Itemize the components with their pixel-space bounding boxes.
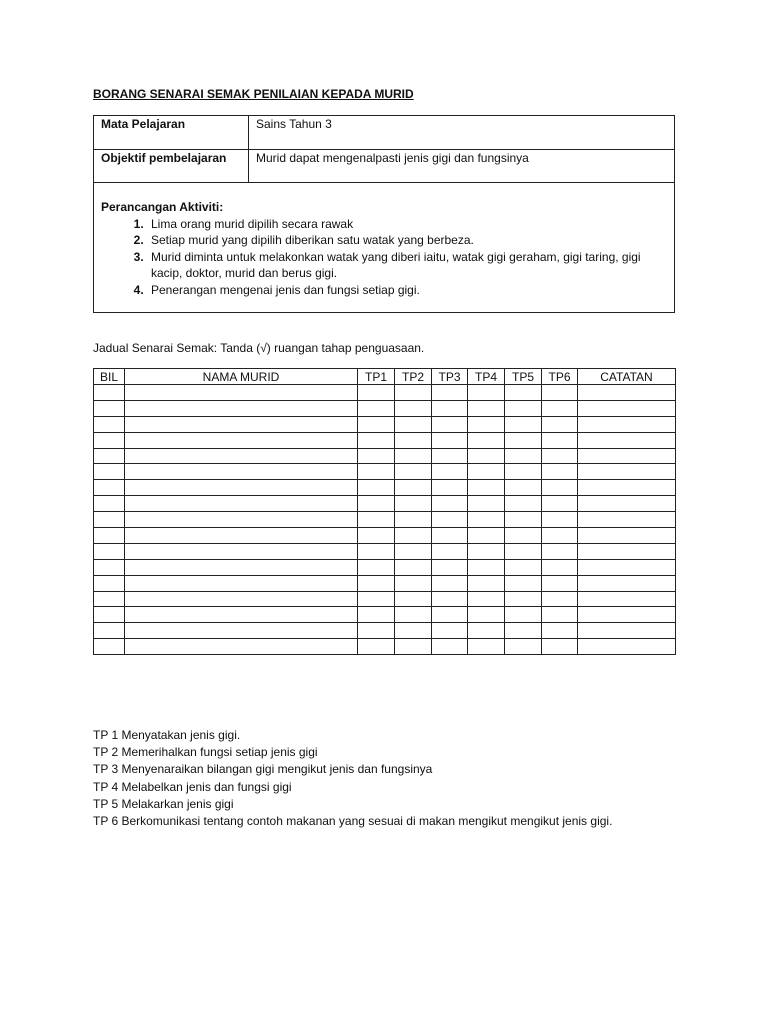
checklist-cell[interactable] <box>578 607 676 623</box>
checklist-cell[interactable] <box>578 512 676 528</box>
checklist-cell[interactable] <box>432 623 468 639</box>
subject-label: Mata Pelajaran <box>101 117 186 131</box>
checklist-cell[interactable] <box>395 480 432 496</box>
checklist-row <box>94 575 676 591</box>
checklist-cell[interactable] <box>578 432 676 448</box>
checklist-cell[interactable] <box>468 607 505 623</box>
checklist-cell[interactable] <box>395 607 432 623</box>
checklist-cell[interactable] <box>542 385 578 401</box>
checklist-cell[interactable] <box>542 448 578 464</box>
checklist-cell[interactable] <box>125 607 358 623</box>
checklist-cell[interactable] <box>358 639 395 655</box>
checklist-cell[interactable] <box>578 385 676 401</box>
checklist-row <box>94 512 676 528</box>
checklist-cell[interactable] <box>358 528 395 544</box>
checklist-row <box>94 591 676 607</box>
checklist-cell[interactable] <box>505 575 542 591</box>
checklist-cell[interactable] <box>358 607 395 623</box>
checklist-cell[interactable] <box>94 432 125 448</box>
checklist-cell[interactable] <box>432 528 468 544</box>
checklist-cell[interactable] <box>395 543 432 559</box>
checklist-cell[interactable] <box>468 575 505 591</box>
checklist-row <box>94 416 676 432</box>
checklist-cell[interactable] <box>505 512 542 528</box>
activity-item: 2. Setiap murid yang dipilih diberikan satu watak yang berbeza. <box>147 232 671 249</box>
checklist-cell[interactable] <box>432 448 468 464</box>
checklist-cell[interactable] <box>395 432 432 448</box>
checklist-cell[interactable] <box>505 543 542 559</box>
checklist-cell[interactable] <box>125 448 358 464</box>
checklist-cell[interactable] <box>395 385 432 401</box>
checklist-cell[interactable] <box>395 448 432 464</box>
activity-item: 3. Murid diminta untuk melakonkan watak yang diberi iaitu, watak gigi geraham, gigi taring, gigi kacip, doktor, murid dan berus gigi. <box>147 249 671 282</box>
checklist-row <box>94 480 676 496</box>
checklist-cell[interactable] <box>505 607 542 623</box>
checklist-cell[interactable] <box>578 543 676 559</box>
checklist-cell[interactable] <box>94 607 125 623</box>
checklist-cell[interactable] <box>578 400 676 416</box>
checklist-cell[interactable] <box>468 464 505 480</box>
checklist-cell[interactable] <box>395 512 432 528</box>
checklist-cell[interactable] <box>578 575 676 591</box>
objective-row <box>94 150 674 183</box>
checklist-cell[interactable] <box>395 464 432 480</box>
checklist-cell[interactable] <box>505 496 542 512</box>
checklist-cell[interactable] <box>125 559 358 575</box>
checklist-cell[interactable] <box>432 512 468 528</box>
subject-value: Sains Tahun 3 <box>256 117 332 131</box>
checklist-cell[interactable] <box>578 480 676 496</box>
checklist-cell[interactable] <box>125 528 358 544</box>
checklist-cell[interactable] <box>358 416 395 432</box>
checklist-cell[interactable] <box>395 591 432 607</box>
checklist-cell[interactable] <box>542 591 578 607</box>
checklist-cell[interactable] <box>578 559 676 575</box>
legend-item-tp1: TP 1 Menyatakan jenis gigi. <box>93 728 241 742</box>
checklist-cell[interactable] <box>505 400 542 416</box>
checklist-cell[interactable] <box>432 416 468 432</box>
checklist-row <box>94 496 676 512</box>
checklist-cell[interactable] <box>125 480 358 496</box>
checklist-cell[interactable] <box>542 400 578 416</box>
checklist-cell[interactable] <box>125 623 358 639</box>
checklist-cell[interactable] <box>542 480 578 496</box>
checklist-cell[interactable] <box>468 496 505 512</box>
checklist-cell[interactable] <box>94 400 125 416</box>
checklist-cell[interactable] <box>125 416 358 432</box>
info-column-divider <box>248 116 249 183</box>
checklist-row <box>94 400 676 416</box>
checklist-cell[interactable] <box>542 639 578 655</box>
checklist-caption: Jadual Senarai Semak: Tanda (√) ruangan tahap penguasaan. <box>93 341 425 355</box>
checklist-header-row <box>94 369 676 385</box>
checklist-cell[interactable] <box>542 607 578 623</box>
checklist-cell[interactable] <box>94 528 125 544</box>
checklist-cell[interactable] <box>94 464 125 480</box>
checklist-cell[interactable] <box>468 416 505 432</box>
checklist-cell[interactable] <box>542 575 578 591</box>
checklist-cell[interactable] <box>358 385 395 401</box>
checklist-row <box>94 448 676 464</box>
checklist-row <box>94 623 676 639</box>
checklist-cell[interactable] <box>125 464 358 480</box>
checklist-row <box>94 543 676 559</box>
checklist-cell[interactable] <box>468 639 505 655</box>
header-tp6: TP6 <box>542 369 578 385</box>
form-title: BORANG SENARAI SEMAK PENILAIAN KEPADA MURID <box>93 87 414 101</box>
checklist-cell[interactable] <box>395 400 432 416</box>
checklist-cell[interactable] <box>542 512 578 528</box>
checklist-cell[interactable] <box>542 543 578 559</box>
header-tp4: TP4 <box>468 369 505 385</box>
checklist-cell[interactable] <box>542 432 578 448</box>
checklist-cell[interactable] <box>432 607 468 623</box>
checklist-cell[interactable] <box>94 591 125 607</box>
objective-label: Objektif pembelajaran <box>101 151 227 165</box>
checklist-cell[interactable] <box>468 591 505 607</box>
checklist-cell[interactable] <box>468 543 505 559</box>
checklist-cell[interactable] <box>125 639 358 655</box>
checklist-cell[interactable] <box>94 559 125 575</box>
checklist-cell[interactable] <box>94 496 125 512</box>
legend-item-tp4: TP 4 Melabelkan jenis dan fungsi gigi <box>93 779 292 794</box>
checklist-cell[interactable] <box>125 400 358 416</box>
checklist-cell[interactable] <box>125 543 358 559</box>
activity-item: 4. Penerangan mengenai jenis dan fungsi setiap gigi. <box>147 282 671 299</box>
checklist-cell[interactable] <box>395 639 432 655</box>
checklist-cell[interactable] <box>578 464 676 480</box>
legend-item-tp3: TP 3 Menyenaraikan bilangan gigi mengikut jenis dan fungsinya <box>93 762 433 777</box>
checklist-cell[interactable] <box>432 591 468 607</box>
checklist-row <box>94 559 676 575</box>
checklist-cell[interactable] <box>505 432 542 448</box>
checklist-cell[interactable] <box>358 496 395 512</box>
header-tp5: TP5 <box>505 369 542 385</box>
checklist-cell[interactable] <box>542 464 578 480</box>
checklist-cell[interactable] <box>432 559 468 575</box>
header-tp1: TP1 <box>358 369 395 385</box>
checklist-cell[interactable] <box>358 512 395 528</box>
legend-item-tp2: TP 2 Memerihalkan fungsi setiap jenis gigi <box>93 745 318 760</box>
checklist-row <box>94 432 676 448</box>
subject-row <box>94 116 674 150</box>
checklist-cell[interactable] <box>505 559 542 575</box>
checklist-cell[interactable] <box>358 591 395 607</box>
checklist-cell[interactable] <box>505 623 542 639</box>
checklist-row <box>94 385 676 401</box>
checklist-cell[interactable] <box>468 528 505 544</box>
checklist-cell[interactable] <box>94 480 125 496</box>
checklist-cell[interactable] <box>395 528 432 544</box>
checklist-cell[interactable] <box>94 543 125 559</box>
checklist-cell[interactable] <box>505 480 542 496</box>
info-box <box>93 115 675 313</box>
header-catatan: CATATAN <box>578 369 676 385</box>
checklist-cell[interactable] <box>505 385 542 401</box>
checklist-cell[interactable] <box>125 432 358 448</box>
checklist-cell[interactable] <box>358 448 395 464</box>
checklist-cell[interactable] <box>125 591 358 607</box>
checklist-cell[interactable] <box>125 385 358 401</box>
checklist-cell[interactable] <box>542 623 578 639</box>
tp-legend <box>93 727 612 830</box>
checklist-cell[interactable] <box>505 416 542 432</box>
checklist-cell[interactable] <box>542 528 578 544</box>
checklist-row <box>94 464 676 480</box>
checklist-cell[interactable] <box>505 591 542 607</box>
checklist-cell[interactable] <box>578 639 676 655</box>
checklist-cell[interactable] <box>432 575 468 591</box>
checklist-cell[interactable] <box>94 512 125 528</box>
checklist-cell[interactable] <box>432 432 468 448</box>
checklist-cell[interactable] <box>94 639 125 655</box>
checklist-body <box>94 385 676 655</box>
checklist-cell[interactable] <box>432 496 468 512</box>
checklist-cell[interactable] <box>578 448 676 464</box>
checklist-cell[interactable] <box>578 496 676 512</box>
activity-list <box>101 216 671 299</box>
checklist-cell[interactable] <box>395 575 432 591</box>
checklist-cell[interactable] <box>578 416 676 432</box>
checklist-cell[interactable] <box>468 559 505 575</box>
checklist-cell[interactable] <box>505 528 542 544</box>
checklist-cell[interactable] <box>578 623 676 639</box>
activity-item: 1. Lima orang murid dipilih secara rawak <box>147 216 671 233</box>
checklist-cell[interactable] <box>358 623 395 639</box>
checklist-cell[interactable] <box>432 480 468 496</box>
checklist-cell[interactable] <box>395 496 432 512</box>
legend-item-tp6: TP 6 Berkomunikasi tentang contoh makanan yang sesuai di makan mengikut mengikut jenis gigi. <box>93 814 613 829</box>
checklist-cell[interactable] <box>468 385 505 401</box>
checklist-cell[interactable] <box>94 416 125 432</box>
checklist-cell[interactable] <box>395 623 432 639</box>
checklist-row <box>94 607 676 623</box>
checklist-cell[interactable] <box>578 528 676 544</box>
checklist-cell[interactable] <box>94 448 125 464</box>
checklist-cell[interactable] <box>358 559 395 575</box>
checklist-table <box>93 368 676 655</box>
checklist-cell[interactable] <box>358 400 395 416</box>
checklist-cell[interactable] <box>468 448 505 464</box>
checklist-cell[interactable] <box>94 385 125 401</box>
checklist-cell[interactable] <box>358 464 395 480</box>
checklist-cell[interactable] <box>125 512 358 528</box>
header-bil: BIL <box>94 369 125 385</box>
checklist-cell[interactable] <box>94 623 125 639</box>
checklist-cell[interactable] <box>358 432 395 448</box>
checklist-cell[interactable] <box>542 559 578 575</box>
checklist-cell[interactable] <box>505 464 542 480</box>
checklist-cell[interactable] <box>542 496 578 512</box>
checklist-cell[interactable] <box>432 464 468 480</box>
legend-item-tp5: TP 5 Melakarkan jenis gigi <box>93 796 234 811</box>
checklist-cell[interactable] <box>358 575 395 591</box>
activity-title: Perancangan Aktiviti: <box>101 200 224 214</box>
checklist-cell[interactable] <box>125 575 358 591</box>
checklist-row <box>94 528 676 544</box>
checklist-cell[interactable] <box>468 432 505 448</box>
checklist-cell[interactable] <box>578 591 676 607</box>
checklist-cell[interactable] <box>94 575 125 591</box>
checklist-cell[interactable] <box>125 496 358 512</box>
checklist-cell[interactable] <box>468 400 505 416</box>
checklist-cell[interactable] <box>432 400 468 416</box>
checklist-cell[interactable] <box>468 512 505 528</box>
checklist-cell[interactable] <box>468 480 505 496</box>
checklist-cell[interactable] <box>358 480 395 496</box>
header-tp2: TP2 <box>395 369 432 385</box>
header-nama-murid: NAMA MURID <box>125 369 358 385</box>
checklist-cell[interactable] <box>395 416 432 432</box>
objective-value: Murid dapat mengenalpasti jenis gigi dan fungsinya <box>256 151 529 165</box>
checklist-cell[interactable] <box>505 639 542 655</box>
checklist-cell[interactable] <box>468 623 505 639</box>
header-tp3: TP3 <box>432 369 468 385</box>
checklist-row <box>94 639 676 655</box>
activity-section <box>101 199 671 298</box>
checklist-cell[interactable] <box>358 543 395 559</box>
checklist-cell[interactable] <box>505 448 542 464</box>
checklist-cell[interactable] <box>542 416 578 432</box>
checklist-cell[interactable] <box>432 639 468 655</box>
checklist-cell[interactable] <box>432 543 468 559</box>
checklist-cell[interactable] <box>432 385 468 401</box>
checklist-cell[interactable] <box>395 559 432 575</box>
